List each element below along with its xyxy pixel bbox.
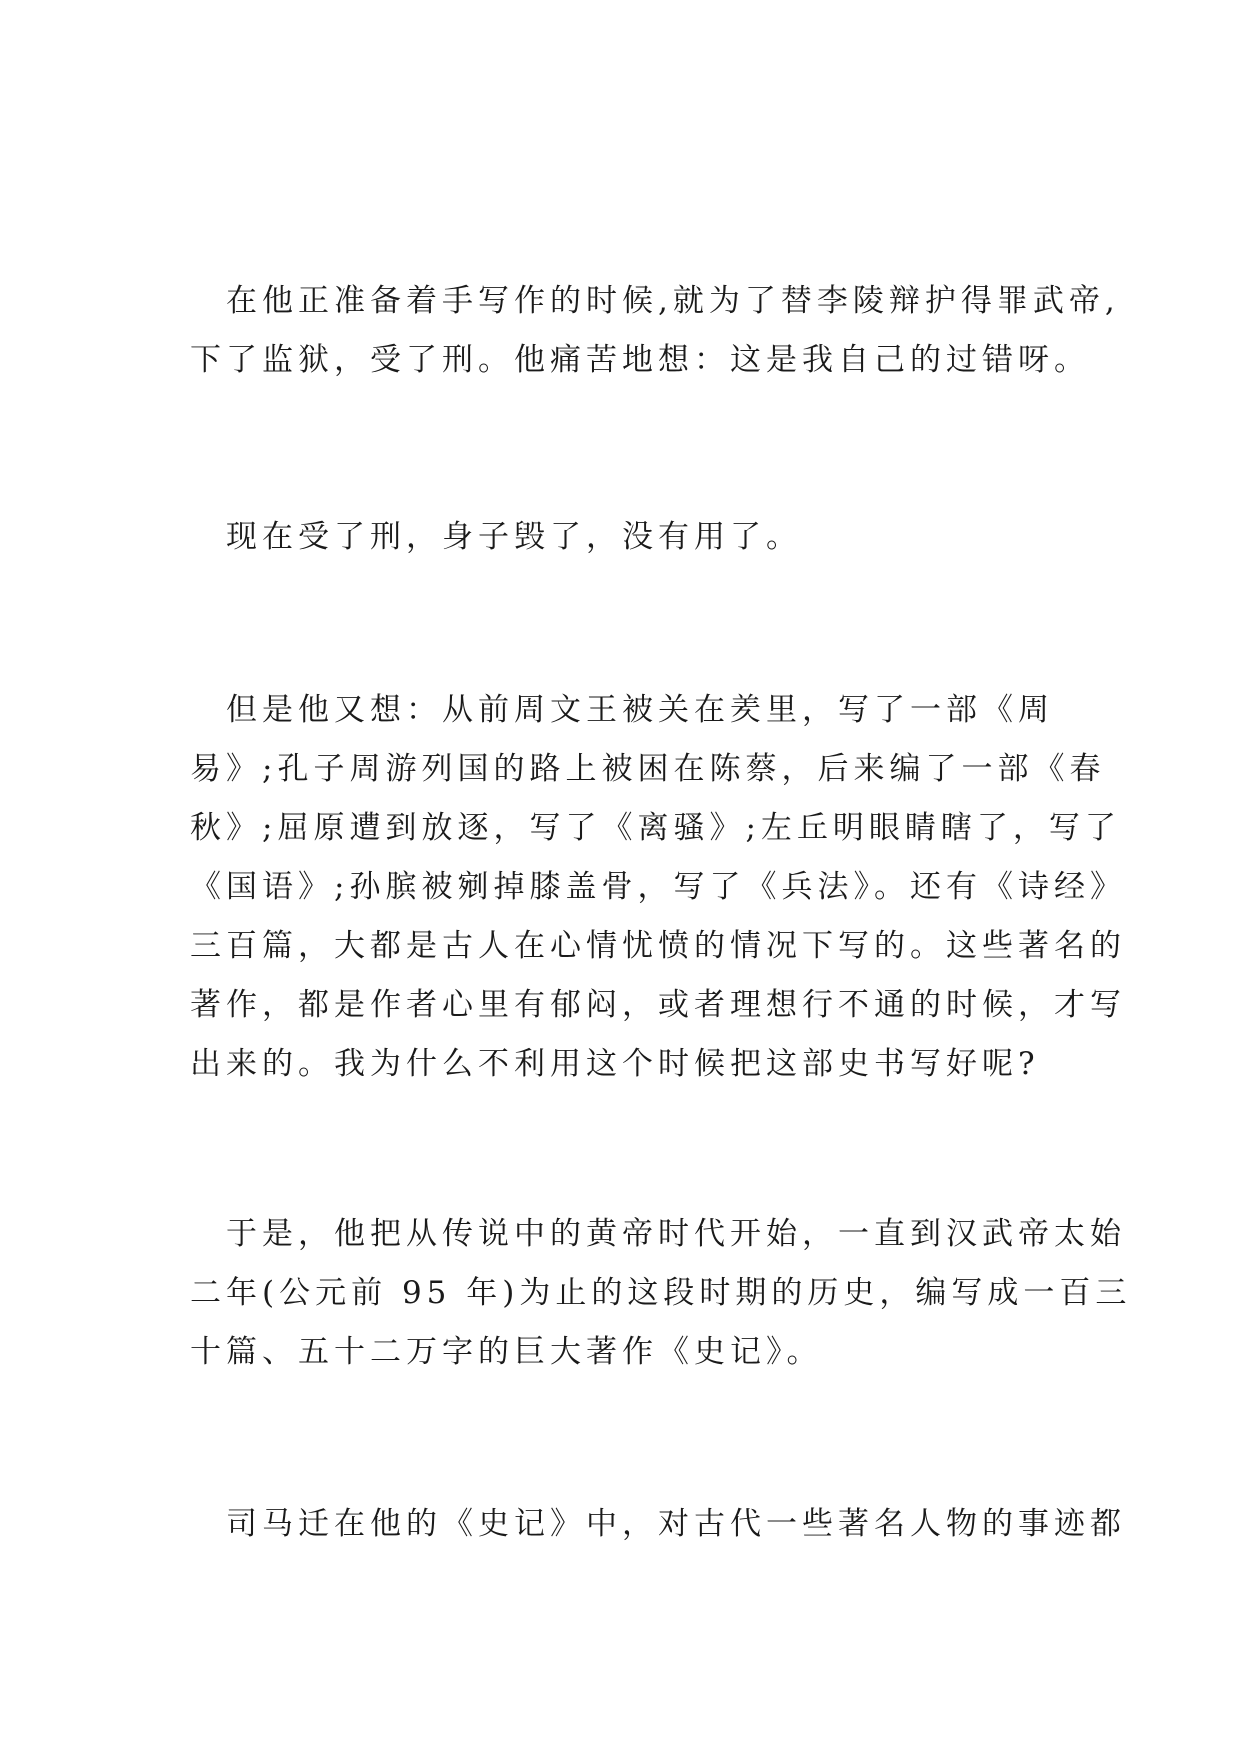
text-line: 十篇、五十二万字的巨大著作《史记》。 bbox=[190, 1334, 823, 1370]
paragraph-3 bbox=[190, 681, 1126, 1094]
text-line: 著作，都是作者心里有郁闷，或者理想行不通的时候，才写 bbox=[190, 987, 1126, 1023]
text-line: 在他正准备着手写作的时候,就为了替李陵辩护得罪武帝, bbox=[190, 283, 1120, 319]
text-line: 三百篇，大都是古人在心情忧愤的情况下写的。这些著名的 bbox=[190, 928, 1126, 964]
text-line: 《国语》;孙膑被剜掉膝盖骨，写了《兵法》。还有《诗经》 bbox=[190, 869, 1126, 905]
text-line: 出来的。我为什么不利用这个时候把这部史书写好呢? bbox=[190, 1046, 1040, 1082]
text-line: 但是他又想：从前周文王被关在羑里，写了一部《周 bbox=[190, 692, 1054, 728]
text-line: 现在受了刑，身子毁了，没有用了。 bbox=[190, 519, 802, 555]
text-line: 二年(公元前 95 年)为止的这段时期的历史，编写成一百三 bbox=[190, 1275, 1132, 1311]
paragraph-2 bbox=[190, 508, 1090, 567]
paragraph-1 bbox=[190, 272, 1120, 390]
text-line: 于是，他把从传说中的黄帝时代开始，一直到汉武帝太始 bbox=[190, 1216, 1126, 1252]
text-line: 秋》;屈原遭到放逐，写了《离骚》;左丘明眼睛瞎了，写了 bbox=[190, 810, 1121, 846]
paragraph-4 bbox=[190, 1205, 1132, 1382]
text-line: 易》;孔子周游列国的路上被困在陈蔡，后来编了一部《春 bbox=[190, 751, 1106, 787]
text-line: 下了监狱，受了刑。他痛苦地想：这是我自己的过错呀。 bbox=[190, 342, 1090, 378]
paragraph-5 bbox=[190, 1495, 1126, 1554]
text-line: 司马迁在他的《史记》中，对古代一些著名人物的事迹都 bbox=[190, 1506, 1126, 1542]
